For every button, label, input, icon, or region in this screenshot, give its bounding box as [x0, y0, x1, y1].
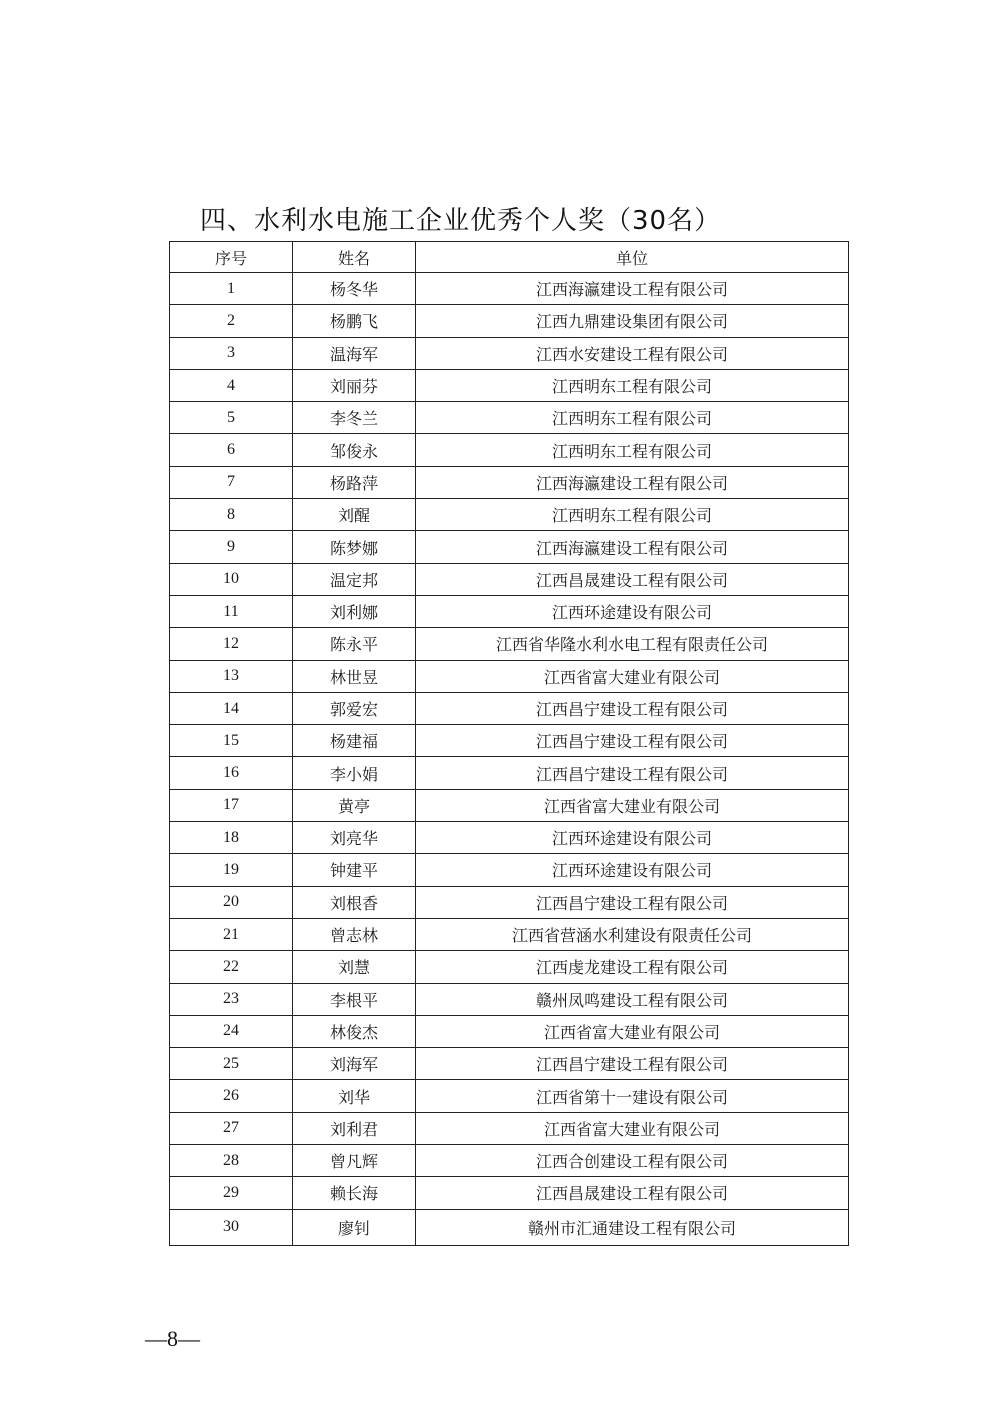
cell-unit: 江西省第十一建设有限公司	[416, 1080, 849, 1112]
cell-serial-number: 25	[170, 1048, 293, 1080]
table-row	[170, 434, 849, 466]
cell-serial-number: 21	[170, 918, 293, 950]
cell-serial-number: 15	[170, 725, 293, 757]
cell-name: 陈永平	[293, 628, 416, 660]
cell-name: 杨冬华	[293, 273, 416, 305]
cell-name: 刘利君	[293, 1112, 416, 1144]
table-row	[170, 1209, 849, 1245]
cell-name: 杨建福	[293, 725, 416, 757]
cell-unit: 江西水安建设工程有限公司	[416, 337, 849, 369]
cell-unit: 江西昌宁建设工程有限公司	[416, 886, 849, 918]
cell-serial-number: 6	[170, 434, 293, 466]
cell-unit: 江西明东工程有限公司	[416, 402, 849, 434]
cell-serial-number: 12	[170, 628, 293, 660]
cell-serial-number: 18	[170, 822, 293, 854]
header-unit: 单位	[416, 242, 849, 273]
cell-serial-number: 10	[170, 563, 293, 595]
table-row	[170, 918, 849, 950]
cell-unit: 江西环途建设有限公司	[416, 822, 849, 854]
cell-unit: 江西省富大建业有限公司	[416, 660, 849, 692]
table-row	[170, 660, 849, 692]
cell-unit: 江西昌宁建设工程有限公司	[416, 725, 849, 757]
table-row	[170, 628, 849, 660]
cell-serial-number: 9	[170, 531, 293, 563]
cell-name: 林俊杰	[293, 1015, 416, 1047]
table-row	[170, 789, 849, 821]
cell-serial-number: 24	[170, 1015, 293, 1047]
cell-serial-number: 27	[170, 1112, 293, 1144]
cell-unit: 江西省富大建业有限公司	[416, 789, 849, 821]
cell-serial-number: 2	[170, 305, 293, 337]
cell-serial-number: 11	[170, 595, 293, 627]
cell-unit: 江西昌宁建设工程有限公司	[416, 757, 849, 789]
cell-name: 李小娟	[293, 757, 416, 789]
award-table	[169, 241, 849, 1246]
cell-unit: 江西昌晟建设工程有限公司	[416, 1177, 849, 1209]
cell-serial-number: 5	[170, 402, 293, 434]
table-row	[170, 692, 849, 724]
table-row	[170, 499, 849, 531]
cell-unit: 江西环途建设有限公司	[416, 595, 849, 627]
cell-name: 廖钊	[293, 1209, 416, 1245]
table-row	[170, 305, 849, 337]
table-row	[170, 757, 849, 789]
table-row	[170, 273, 849, 305]
cell-name: 刘醒	[293, 499, 416, 531]
cell-name: 邹俊永	[293, 434, 416, 466]
cell-name: 林世昱	[293, 660, 416, 692]
table-row	[170, 725, 849, 757]
cell-unit: 江西昌宁建设工程有限公司	[416, 1048, 849, 1080]
cell-serial-number: 1	[170, 273, 293, 305]
cell-unit: 江西环途建设有限公司	[416, 854, 849, 886]
cell-unit: 江西海瀛建设工程有限公司	[416, 273, 849, 305]
table-row	[170, 854, 849, 886]
cell-serial-number: 23	[170, 983, 293, 1015]
table-row	[170, 595, 849, 627]
table-row	[170, 1145, 849, 1177]
cell-serial-number: 16	[170, 757, 293, 789]
cell-serial-number: 26	[170, 1080, 293, 1112]
cell-name: 刘亮华	[293, 822, 416, 854]
cell-serial-number: 22	[170, 951, 293, 983]
header-serial-number: 序号	[170, 242, 293, 273]
cell-serial-number: 30	[170, 1209, 293, 1245]
header-name: 姓名	[293, 242, 416, 273]
cell-name: 刘利娜	[293, 595, 416, 627]
cell-name: 刘慧	[293, 951, 416, 983]
cell-name: 李冬兰	[293, 402, 416, 434]
cell-unit: 江西昌晟建设工程有限公司	[416, 563, 849, 595]
cell-unit: 江西合创建设工程有限公司	[416, 1145, 849, 1177]
cell-serial-number: 19	[170, 854, 293, 886]
table-row	[170, 1015, 849, 1047]
cell-unit: 江西省富大建业有限公司	[416, 1112, 849, 1144]
cell-name: 刘海军	[293, 1048, 416, 1080]
cell-serial-number: 29	[170, 1177, 293, 1209]
cell-unit: 江西明东工程有限公司	[416, 369, 849, 401]
table-header-row	[170, 242, 849, 273]
cell-name: 钟建平	[293, 854, 416, 886]
cell-name: 温定邦	[293, 563, 416, 595]
cell-name: 黄亭	[293, 789, 416, 821]
cell-name: 赖长海	[293, 1177, 416, 1209]
cell-unit: 江西明东工程有限公司	[416, 499, 849, 531]
table-row	[170, 1112, 849, 1144]
cell-name: 杨路萍	[293, 466, 416, 498]
cell-name: 刘丽芬	[293, 369, 416, 401]
cell-serial-number: 7	[170, 466, 293, 498]
cell-name: 李根平	[293, 983, 416, 1015]
table-row	[170, 402, 849, 434]
cell-unit: 江西九鼎建设集团有限公司	[416, 305, 849, 337]
cell-serial-number: 8	[170, 499, 293, 531]
page-number: —8—	[145, 1326, 200, 1351]
table-row	[170, 822, 849, 854]
cell-name: 曾凡辉	[293, 1145, 416, 1177]
cell-name: 曾志林	[293, 918, 416, 950]
table-body	[170, 273, 849, 1246]
cell-name: 杨鹏飞	[293, 305, 416, 337]
table-row	[170, 531, 849, 563]
cell-serial-number: 3	[170, 337, 293, 369]
cell-name: 刘华	[293, 1080, 416, 1112]
cell-unit: 江西海瀛建设工程有限公司	[416, 466, 849, 498]
table-row	[170, 1048, 849, 1080]
table-row	[170, 983, 849, 1015]
table-row	[170, 563, 849, 595]
cell-name: 郭爱宏	[293, 692, 416, 724]
cell-unit: 赣州市汇通建设工程有限公司	[416, 1209, 849, 1245]
cell-serial-number: 13	[170, 660, 293, 692]
cell-unit: 江西明东工程有限公司	[416, 434, 849, 466]
table-row	[170, 1177, 849, 1209]
cell-serial-number: 4	[170, 369, 293, 401]
cell-unit: 江西省营涵水利建设有限责任公司	[416, 918, 849, 950]
cell-serial-number: 28	[170, 1145, 293, 1177]
cell-unit: 江西海瀛建设工程有限公司	[416, 531, 849, 563]
cell-unit: 江西省富大建业有限公司	[416, 1015, 849, 1047]
table-row	[170, 369, 849, 401]
cell-name: 陈梦娜	[293, 531, 416, 563]
cell-serial-number: 20	[170, 886, 293, 918]
cell-unit: 江西省华隆水利水电工程有限责任公司	[416, 628, 849, 660]
table-row	[170, 886, 849, 918]
cell-unit: 赣州凤鸣建设工程有限公司	[416, 983, 849, 1015]
table-row	[170, 951, 849, 983]
cell-unit: 江西虔龙建设工程有限公司	[416, 951, 849, 983]
cell-serial-number: 14	[170, 692, 293, 724]
table-row	[170, 337, 849, 369]
cell-name: 刘根香	[293, 886, 416, 918]
cell-serial-number: 17	[170, 789, 293, 821]
cell-name: 温海军	[293, 337, 416, 369]
table-row	[170, 466, 849, 498]
table-row	[170, 1080, 849, 1112]
section-title: 四、水利水电施工企业优秀个人奖（30名）	[200, 206, 722, 236]
cell-unit: 江西昌宁建设工程有限公司	[416, 692, 849, 724]
